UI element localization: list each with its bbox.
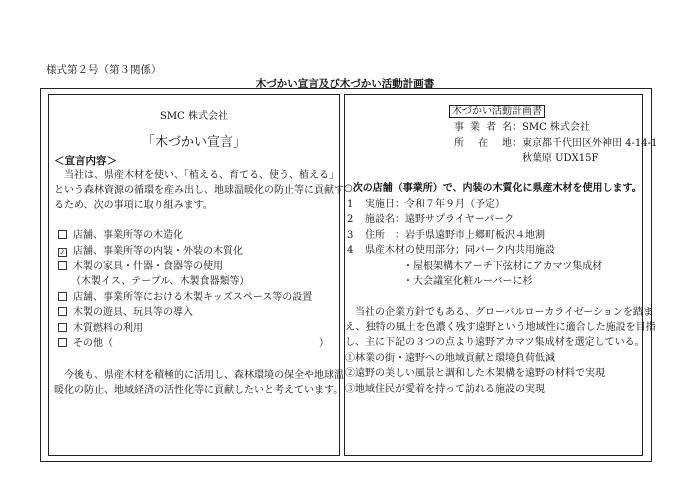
intro-line: 当社は、県産木材を使い、「植える、育てる、使う、植える」: [54, 170, 339, 181]
intro-line: るため、次の事項に取り組みます。: [54, 200, 213, 211]
plan-body-line: 当社の企業方針でもある、グローバルローカライゼーションを踏ま: [345, 307, 653, 318]
declaration-item-toys[interactable]: [58, 307, 193, 319]
outer-frame: [40, 88, 658, 462]
declaration-panel: [48, 94, 344, 456]
item-label: 木製の遊具、玩具等の導入: [73, 307, 193, 318]
closing-line: 暖化の防止、地域経済の活性化等に貢献したいと考えています。: [54, 385, 344, 396]
checkbox[interactable]: [58, 323, 67, 332]
item-label: 木質燃料の利用: [73, 323, 143, 334]
detail-number: 2: [347, 214, 354, 225]
intro-line: という森林資源の循環を産み出し、地球温暖化の防止等に貢献す: [54, 185, 344, 196]
declaration-title: 「木づかい宣言」: [141, 135, 246, 150]
plan-detail: [347, 214, 514, 226]
plan-detail: [347, 199, 505, 211]
item-label: 店舗、事業所等の内装・外装の木質化: [73, 246, 243, 257]
detail-text: 県産木材の使用部分；同パーク内共用施設: [365, 245, 555, 256]
item-label: 店舗、事業所等における木製キッズスペース等の設置: [73, 292, 313, 303]
detail-number: 1: [347, 199, 354, 210]
plan-sub-item: ・大会議室化粧ルーバーに杉: [403, 276, 533, 287]
plan-sub-item: ・屋根架構木アーチ下弦材にアカマツ集成材: [403, 261, 603, 272]
declaration-item-kids-space[interactable]: [58, 292, 312, 304]
address-value: ：東京都千代田区外神田 4-14-1: [512, 138, 658, 149]
declaration-item-furniture-examples: （木製イス、テーブル、木製食器類等）: [71, 276, 250, 287]
checkbox[interactable]: [58, 292, 67, 301]
detail-text: 住所 ：岩手県遠野市上郷町板沢４地割: [365, 230, 545, 241]
detail-text: 施設名：遠野サプライヤーパーク: [365, 214, 515, 225]
plan-point: ①林業の街・遠野への地域貢献と環境負荷低減: [345, 353, 555, 364]
declaration-item-wood-construction[interactable]: [58, 230, 183, 242]
address-label: 所在地: [454, 138, 512, 149]
checkbox-checked[interactable]: ✓: [59, 248, 66, 257]
plan-detail: [347, 230, 545, 242]
checkbox[interactable]: [58, 230, 67, 239]
checkbox[interactable]: [58, 261, 67, 270]
plan-heading: ○次の店舗（事業所）で、内装の木質化に県産木材を使用します。: [344, 183, 642, 194]
address-building: 秋葉原 UDX15F: [522, 153, 599, 164]
checkbox[interactable]: [58, 307, 67, 316]
declaration-item-interior-exterior[interactable]: [58, 246, 243, 258]
business-name-row: [454, 122, 590, 134]
item-label: 店舗、事業所等の木造化: [73, 230, 183, 241]
address-row: [454, 138, 657, 150]
item-label: その他（: [73, 338, 113, 349]
detail-number: 4: [347, 245, 354, 256]
plan-body-line: し、主に下記の３つの点より遠野アカマツ集成材を選定している。: [345, 337, 645, 348]
declaration-item-wood-fuel[interactable]: [58, 323, 143, 335]
detail-number: 3: [347, 230, 354, 241]
plan-detail: [347, 245, 555, 257]
declaration-item-furniture[interactable]: [58, 261, 223, 273]
business-name-value: ：SMC 株式会社: [512, 122, 590, 133]
declaration-company: SMC 株式会社: [160, 111, 228, 122]
item-label: 木製の家具・什器・食器等の使用: [73, 261, 223, 272]
activity-plan-panel: [344, 94, 658, 456]
plan-body-line: え、独特の風土を色濃く残す遠野という地域性に適合した施設を目指: [345, 322, 656, 333]
plan-point: ③地域住民が愛着を持って訪れる施設の実現: [345, 384, 545, 395]
declaration-section-heading: ＜宣言内容＞: [54, 155, 117, 167]
document-title: 木づかい宣言及び木づかい活動計画書: [255, 78, 435, 90]
business-name-label: 事業者名: [454, 122, 512, 133]
detail-text: 実施日：令和７年９月（予定）: [365, 199, 505, 210]
plan-point: ②遠野の美しい風景と調和した木架構を遠野の材料で実現: [345, 368, 605, 379]
plan-title: [449, 106, 545, 118]
closing-line: 今後も、県産木材を積極的に活用し、森林環境の保全や地球温: [54, 370, 344, 381]
form-number: 様式第２号（第３関係）: [46, 64, 162, 76]
declaration-item-other[interactable]: [58, 338, 113, 350]
plan-title-text: 木づかい活動計画書: [449, 105, 545, 118]
checkbox[interactable]: [58, 338, 67, 347]
other-close-paren: ）: [319, 338, 329, 349]
